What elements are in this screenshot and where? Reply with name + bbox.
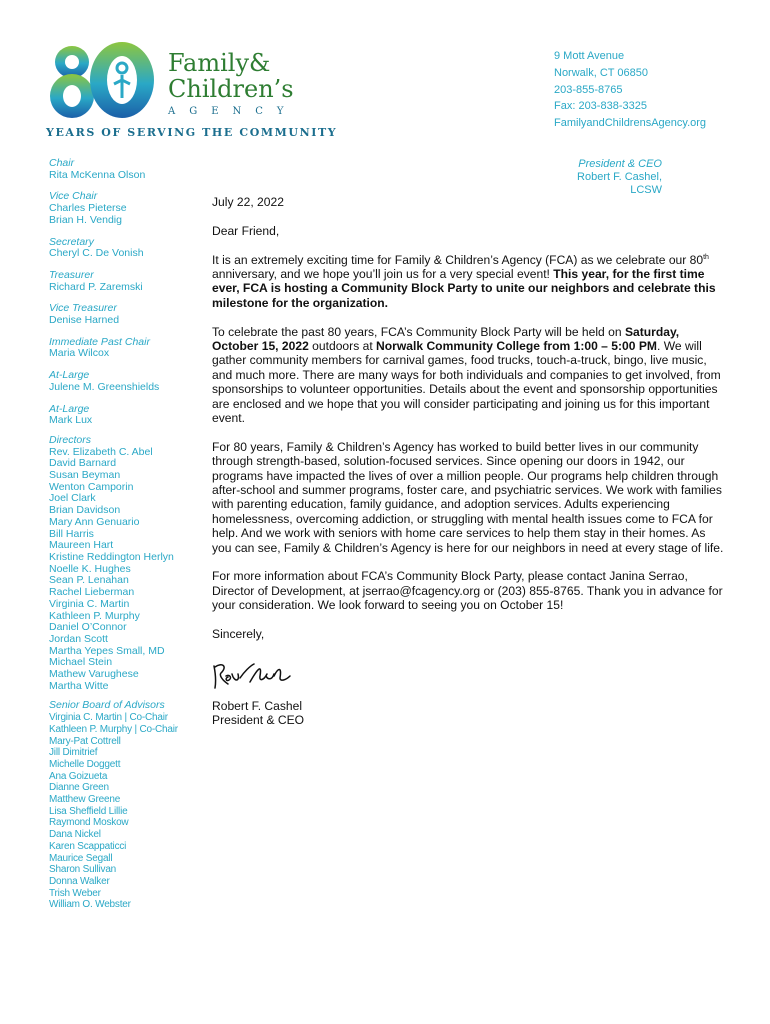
letter-greeting: Dear Friend, (212, 223, 280, 238)
board-member-name: Maria Wilcox (49, 347, 110, 360)
address-fax: Fax: 203-838-3325 (554, 100, 647, 113)
board-member-name: Denise Harned (49, 314, 120, 327)
address-phone: 203-855-8765 (554, 83, 623, 96)
board-member-name: Karen Scappaticci (49, 840, 127, 852)
board-group (49, 158, 219, 181)
ceo-role: President & CEO (578, 158, 662, 170)
letter-body (212, 195, 727, 656)
board-member-name: Matthew Greene (49, 794, 121, 806)
logo-name-line3: AGENCY (168, 106, 298, 117)
board-member-name: Mark Lux (49, 414, 93, 427)
address-block (554, 48, 706, 132)
board-role: Secretary (49, 235, 94, 248)
board-member-name: Lisa Sheffield Lillie (49, 805, 128, 817)
board-group (49, 237, 219, 260)
board-role: At-Large (49, 402, 90, 415)
board-group (49, 404, 219, 427)
board-member-name: Kathleen P. Murphy | Co-Chair (49, 723, 178, 735)
board-member-name: Sharon Sullivan (49, 864, 117, 876)
board-member-name: Virginia C. Martin (49, 597, 130, 610)
board-member-name: Dana Nickel (49, 829, 101, 841)
board-role: Treasurer (49, 268, 94, 281)
board-group (49, 435, 219, 692)
board-role: Directors (49, 433, 92, 446)
address-street: 9 Mott Avenue (554, 50, 625, 62)
board-member-name: Maurice Segall (49, 852, 113, 864)
board-member-name: Julene M. Greenshields (49, 380, 160, 393)
board-group (49, 270, 219, 293)
letter-paragraph-4: For more information about FCA’s Community Block Party, please contact Janina Serrao, Director of Development, at jserrao@fcagency.org or (203) 855-8765. Thank you in advance for your consideration. We look forward to seeing you on October 15! (212, 569, 723, 613)
address-city: Norwalk, CT 06850 (554, 66, 648, 79)
signature-block (212, 699, 304, 728)
board-member-name: Jordan Scott (49, 632, 108, 645)
board-member-name: Mary-Pat Cottrell (49, 735, 121, 747)
letter-paragraph-3: For 80 years, Family & Children’s Agency has worked to build better lives in our community through strength-based, solution-focused services. Since opening our doors in 1942, our programs have impacted the lives of over a million people. Our programs help children through after-school and summer programs, foster care, and psychiatric services. We work with families with parenting education, family guidance, and adoption services. Adults experiencing homelessness, overcoming addiction, or struggling with mental health issues come to FCA for help. And we work with seniors with home care services to help them stay in their homes. As you can see, Family & Children’s Agency is here for our neighbors in need at every stage of life. (212, 439, 724, 555)
letter-paragraph-1: It is an extremely exciting time for Family & Children’s Agency (FCA) as we celebrate our 80th anniversary, and we hope you’ll join us for a very special event! This year, for the first time ever, FCA is hosting a Community Block Party to unite our neighbors and celebrate this milestone for the organization. (212, 252, 716, 310)
board-member-name: Kristine Reddington Herlyn (49, 550, 174, 563)
board-member-name: Trish Weber (49, 887, 101, 899)
board-member-name: Rachel Lieberman (49, 586, 135, 599)
board-list (49, 158, 219, 919)
board-member-name: Kathleen P. Murphy (49, 609, 140, 622)
letter-paragraph-2: To celebrate the past 80 years, FCA’s Community Block Party will be held on Saturday, October 15, 2022 outdoors at Norwalk Community College from 1:00 – 5:00 PM. We will gather community members for carnival games, food trucks, touch-a-truck, bingo, live music, and much more. There are many ways for both individuals and companies to get involved, from sponsorships to volunteer opportunities. Details about the event and sponsorship opportunities are enclosed and we hope that you will consider participating and joining us for this important event. (212, 324, 721, 426)
board-member-name: Sean P. Lenahan (49, 574, 129, 587)
board-role: Vice Chair (49, 190, 98, 203)
board-member-name: Wenton Camporin (49, 480, 134, 493)
board-member-name: Martha Witte (49, 679, 109, 692)
address-website: FamilyandChildrensAgency.org (554, 117, 707, 130)
board-member-name: Jill Dimitrief (49, 747, 98, 759)
board-group (49, 303, 219, 326)
letter-signoff: Sincerely, (212, 627, 265, 642)
board-member-name: Cheryl C. De Vonish (49, 247, 144, 260)
signature-image (210, 658, 292, 692)
board-role: Immediate Past Chair (49, 335, 150, 348)
tagline-text: YEARS OF SERVING THE COMMUNITY (46, 126, 338, 139)
board-member-name: Rita McKenna Olson (49, 168, 146, 181)
board-member-name: Ana Goizueta (49, 770, 108, 782)
logo-tagline (46, 126, 337, 139)
board-member-name: Brian H. Vendig (49, 213, 122, 226)
board-member-name: Susan Beyman (49, 469, 121, 482)
logo-name-line1: Family& (168, 49, 271, 77)
logo-80-graphic (44, 40, 164, 120)
board-group (49, 370, 219, 393)
board-member-name: Mary Ann Genuario (49, 515, 140, 528)
board-member-name: David Barnard (49, 457, 117, 470)
board-member-name: Rev. Elizabeth C. Abel (49, 445, 153, 458)
board-group (49, 337, 219, 360)
signer-title: President & CEO (212, 713, 305, 728)
board-role: At-Large (49, 369, 90, 382)
board-group (49, 191, 219, 226)
board-member-name: Dianne Green (49, 782, 109, 794)
board-member-name: Mathew Varughese (49, 668, 139, 681)
board-member-name: William O. Webster (49, 899, 131, 911)
board-member-name: Daniel O’Connor (49, 621, 127, 634)
ceo-block (550, 158, 662, 197)
board-member-name: Noelle K. Hughes (49, 562, 131, 575)
board-role: Vice Treasurer (49, 302, 117, 315)
board-role: Chair (49, 157, 75, 169)
board-member-name: Donna Walker (49, 875, 110, 887)
organization-logo (44, 40, 314, 140)
board-member-name: Michael Stein (49, 656, 113, 669)
board-member-name: Raymond Moskow (49, 817, 129, 829)
board-member-name: Joel Clark (49, 492, 96, 505)
board-member-name: Michelle Doggett (49, 758, 121, 770)
board-member-name: Bill Harris (49, 527, 94, 540)
logo-name-line2: Children’s (168, 75, 294, 103)
board-member-name: Charles Pieterse (49, 202, 127, 215)
signer-name: Robert F. Cashel (212, 699, 303, 713)
board-member-name: Martha Yepes Small, MD (49, 644, 165, 657)
board-member-name: Brian Davidson (49, 504, 121, 517)
letter-date: July 22, 2022 (212, 195, 284, 209)
board-member-name: Virginia C. Martin | Co-Chair (49, 712, 168, 724)
board-role: Senior Board of Advisors (49, 699, 165, 712)
board-group (49, 700, 219, 911)
board-member-name: Maureen Hart (49, 539, 114, 552)
ceo-name: Robert F. Cashel, LCSW (577, 171, 662, 196)
board-member-name: Richard P. Zaremski (49, 280, 143, 293)
